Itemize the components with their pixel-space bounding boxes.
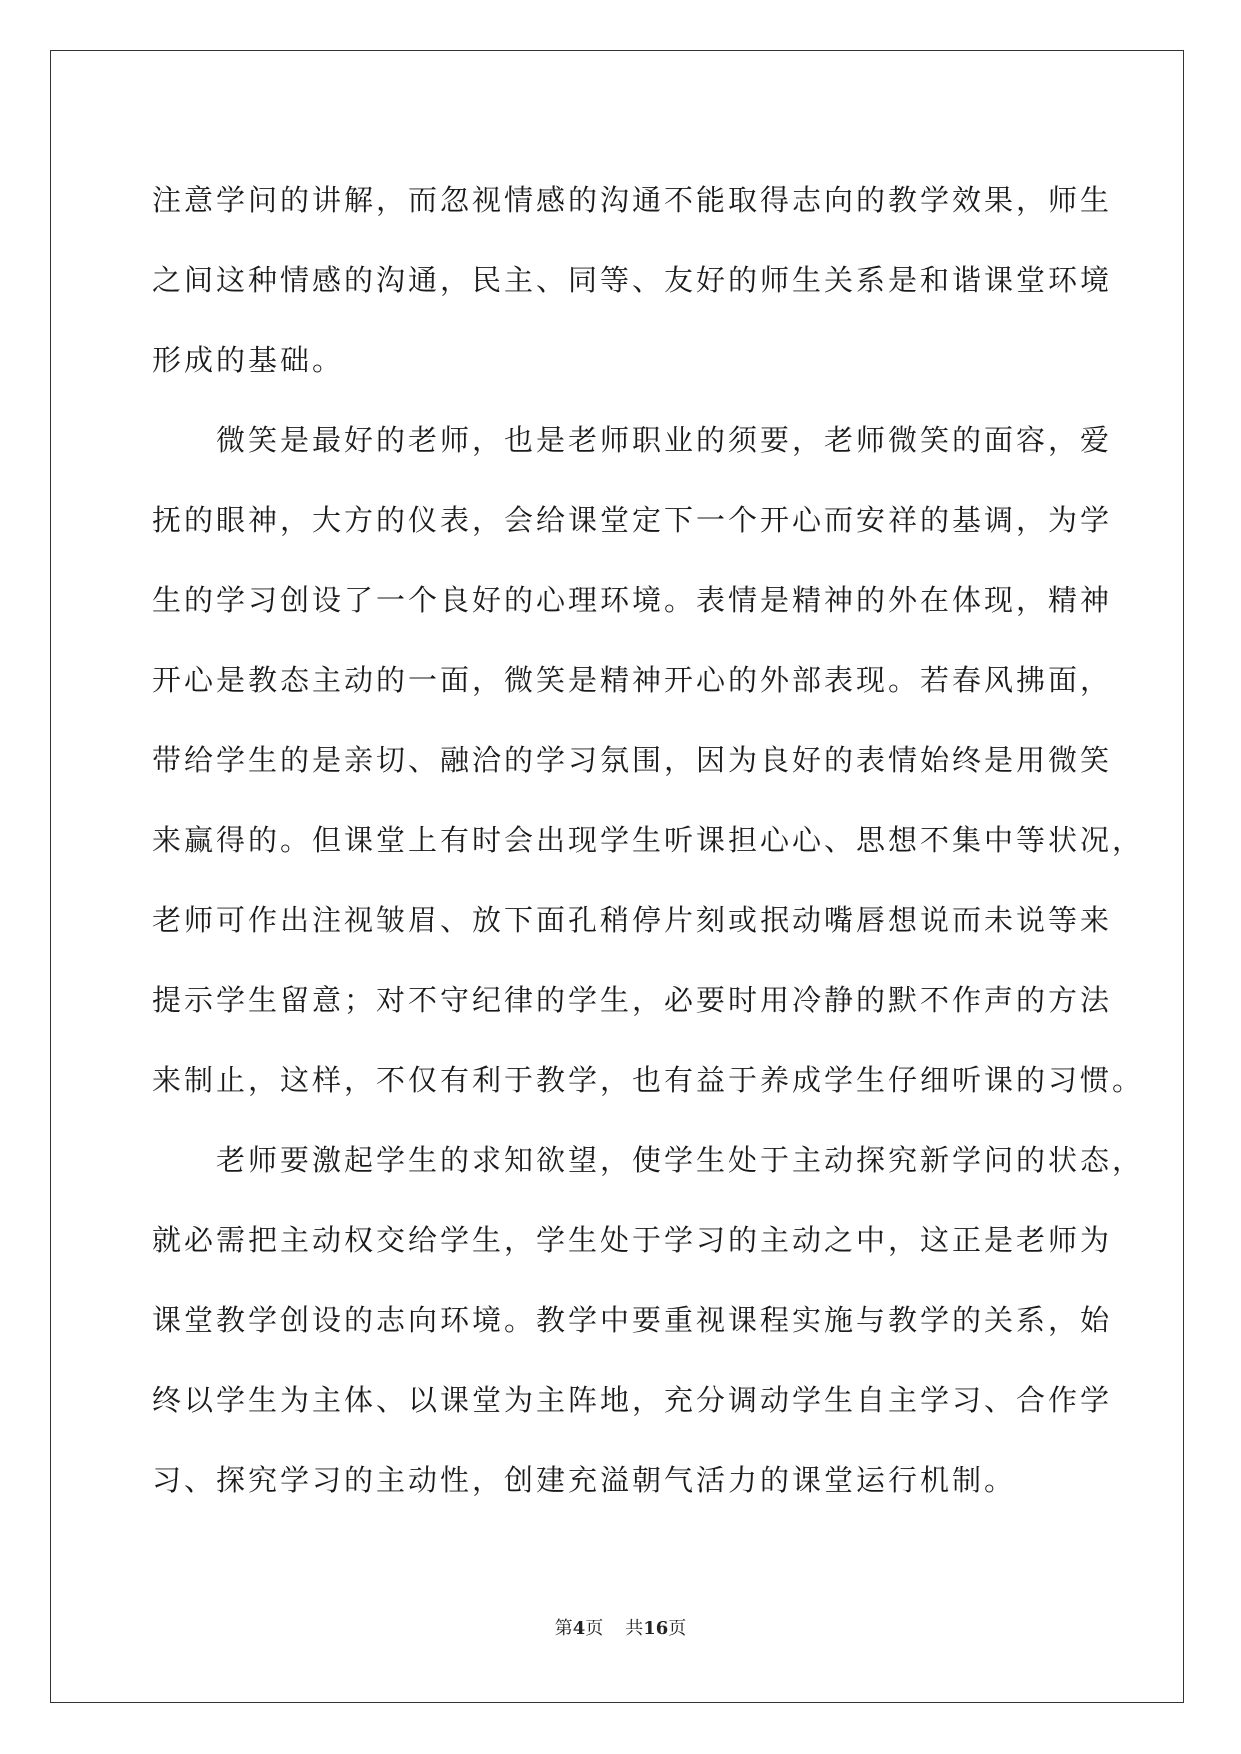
text-line: 课堂教学创设的志向环境。教学中要重视课程实施与教学的关系，始 [152,1303,1113,1337]
text-line: 之间这种情感的沟通，民主、同等、友好的师生关系是和谐课堂环境 [152,263,1113,297]
page-suffix: 页 [585,1618,604,1639]
text-line: 习、探究学习的主动性，创建充溢朝气活力的课堂运行机制。 [152,1463,1017,1497]
text-line: 来制止，这样，不仅有利于教学，也有益于养成学生仔细听课的习惯。 [152,1063,1145,1097]
text-line: 就必需把主动权交给学生，学生处于学习的主动之中，这正是老师为 [152,1223,1113,1257]
text-line: 开心是教态主动的一面，微笑是精神开心的外部表现。若春风拂面， [152,663,1113,697]
text-line: 终以学生为主体、以课堂为主阵地，充分调动学生自主学习、合作学 [152,1383,1113,1417]
total-prefix: 共 [625,1618,644,1639]
text-line: 抚的眼神，大方的仪表，会给课堂定下一个开心而安祥的基调，为学 [152,503,1113,537]
text-line: 提示学生留意；对不守纪律的学生，必要时用冷静的默不作声的方法 [152,983,1113,1017]
text-line: 老师可作出注视皱眉、放下面孔稍停片刻或抿动嘴唇想说而未说等来 [152,903,1113,937]
text-line: 带给学生的是亲切、融洽的学习氛围，因为良好的表情始终是用微笑 [152,743,1113,777]
page-prefix: 第 [554,1618,573,1639]
total-pages: 16 [643,1618,669,1639]
text-line: 形成的基础。 [152,343,345,377]
text-line: 注意学问的讲解，而忽视情感的沟通不能取得志向的教学效果，师生 [152,183,1113,217]
text-line: 微笑是最好的老师，也是老师职业的须要，老师微笑的面容，爱 [152,423,1113,457]
text-line: 来赢得的。但课堂上有时会出现学生听课担心心、思想不集中等状况， [152,823,1145,857]
text-line: 老师要激起学生的求知欲望，使学生处于主动探究新学问的状态， [152,1143,1145,1177]
page-footer [0,1614,1241,1640]
text-line: 生的学习创设了一个良好的心理环境。表情是精神的外在体现，精神 [152,583,1113,617]
total-suffix: 页 [668,1618,687,1639]
document-body [152,160,1145,1520]
page-number: 4 [572,1618,586,1639]
